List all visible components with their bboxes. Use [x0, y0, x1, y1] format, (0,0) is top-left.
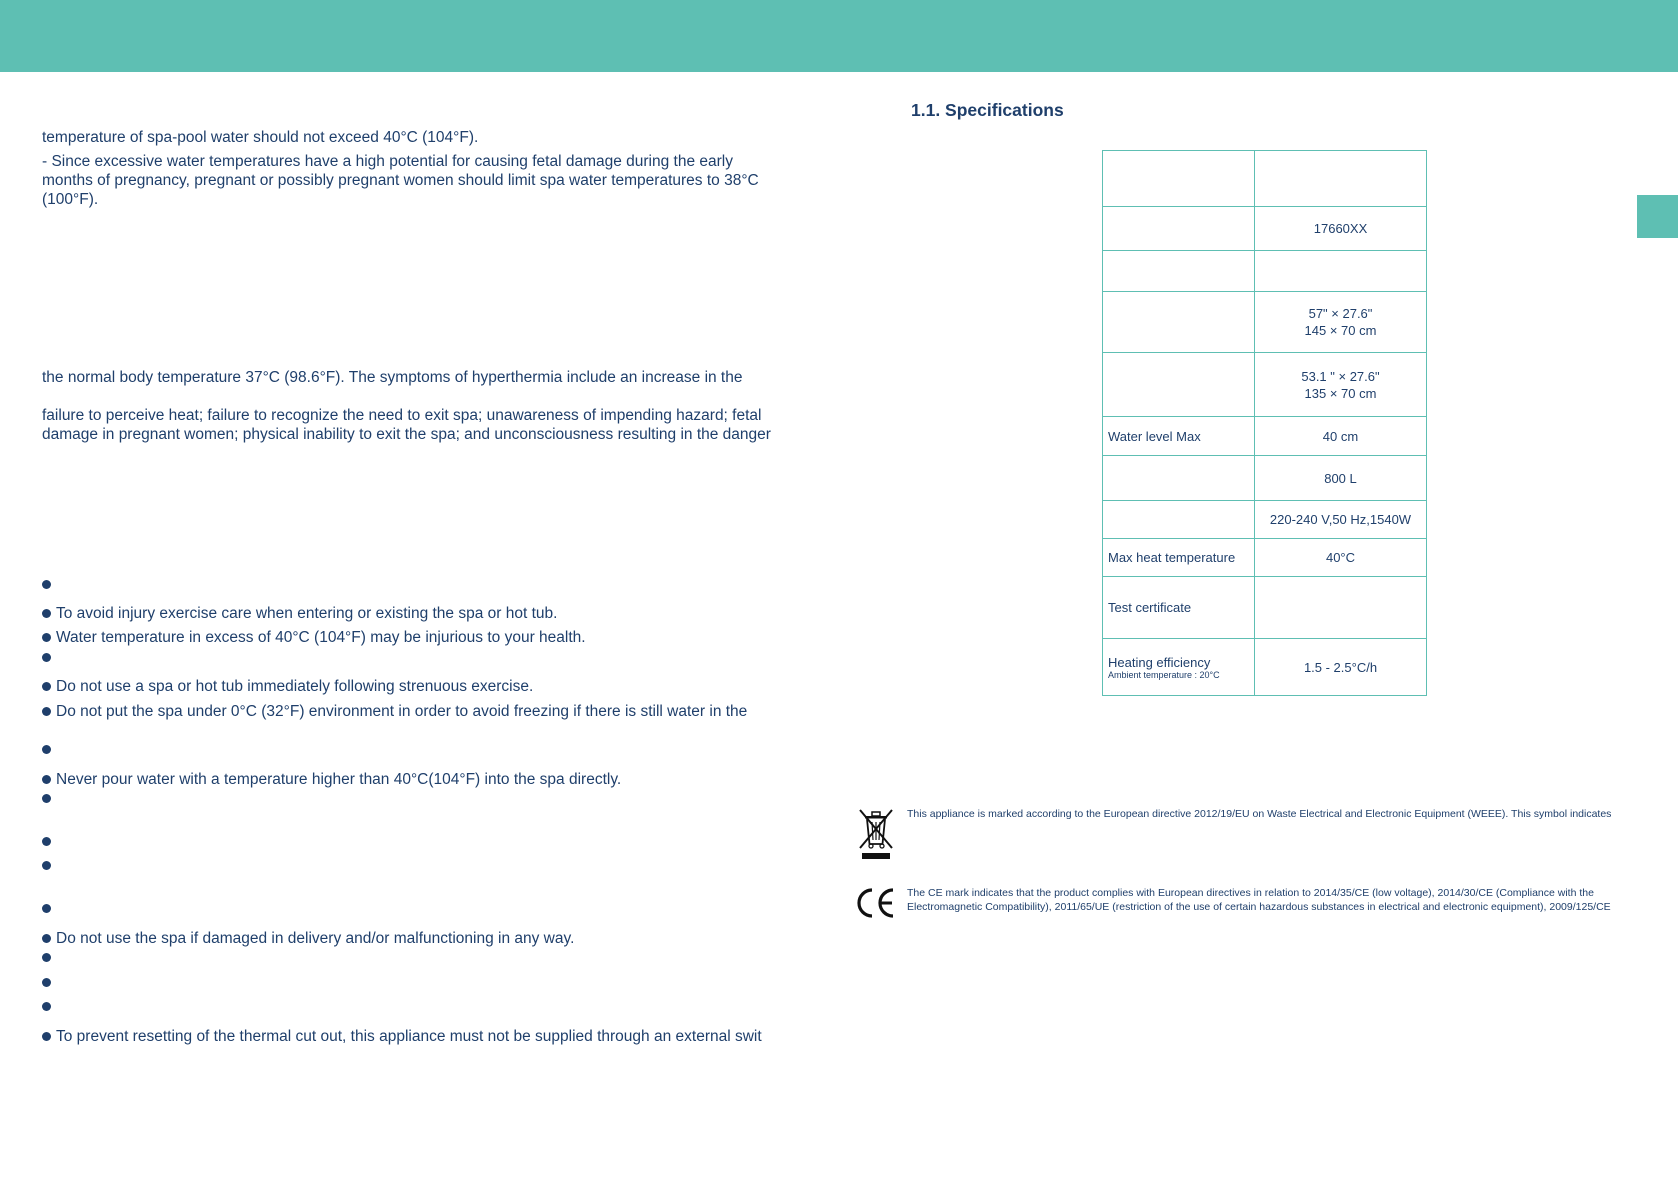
bullet-item: [42, 978, 56, 987]
bullet-dot: [42, 953, 51, 962]
spec-row: [1103, 251, 1427, 292]
spec-key-line: Heating efficiency: [1108, 654, 1211, 670]
bullet-item: [42, 702, 747, 721]
bullet-item: [42, 604, 557, 623]
spec-key: [1103, 639, 1255, 696]
spec-key: [1103, 251, 1255, 292]
spec-key: [1103, 353, 1255, 417]
bullet-dot: [42, 934, 51, 943]
bullet-dot: [42, 794, 51, 803]
bullet-dot: [42, 682, 51, 691]
bullet-dot: [42, 707, 51, 716]
header-band: [0, 0, 1678, 72]
bullet-item: [42, 653, 56, 662]
paragraph-line: failure to perceive heat; failure to recognize the need to exit spa; unawareness of impending hazard; fetal: [42, 407, 762, 424]
spec-row: [1103, 456, 1427, 501]
spec-value: 40 cm: [1255, 417, 1427, 456]
bullet-text: Water temperature in excess of 40°C (104°F) may be injurious to your health.: [56, 629, 586, 646]
paragraph-line: the normal body temperature 37°C (98.6°F). The symptoms of hyperthermia include an increase in the: [42, 369, 743, 386]
spec-key-subline: Ambient temperature : 20°C: [1108, 669, 1220, 680]
bullet-dot: [42, 775, 51, 784]
bullet-text: Never pour water with a temperature higher than 40°C(104°F) into the spa directly.: [56, 771, 622, 788]
spec-value: [1255, 292, 1427, 353]
bullet-text: Do not put the spa under 0°C (32°F) environment in order to avoid freezing if there is still water in the: [56, 703, 748, 720]
spec-row: [1103, 639, 1427, 696]
spec-value-line: 135 × 70 cm: [1304, 385, 1377, 401]
spec-value: 800 L: [1255, 456, 1427, 501]
bullet-dot: [42, 1002, 51, 1011]
bullet-text: Do not use a spa or hot tub immediately following strenuous exercise.: [56, 678, 534, 695]
side-tab-marker: [1637, 195, 1678, 238]
weee-note: This appliance is marked according to the European directive 2012/19/EU on Waste Electrical and Electronic Equipment (WEEE). This symbol indicates: [907, 808, 1612, 820]
bullet-dot: [42, 745, 51, 754]
spec-row: [1103, 353, 1427, 417]
bullet-item: [42, 1002, 56, 1011]
spec-row: [1103, 539, 1427, 577]
bullet-item: [42, 953, 56, 962]
weee-bin-icon: [857, 806, 895, 860]
spec-row: [1103, 417, 1427, 456]
paragraph-line: (100°F).: [42, 191, 99, 208]
ce-note-line: The CE mark indicates that the product complies with European directives in relation to 2014/35/CE (low voltage), 2014/30/CE (Compliance with the: [907, 887, 1594, 899]
bullet-dot: [42, 609, 51, 618]
spec-key: Max heat temperature: [1103, 539, 1255, 577]
bullet-item: [42, 837, 56, 846]
spec-key: Test certificate: [1103, 577, 1255, 639]
bullet-item: [42, 677, 533, 696]
bullet-item: [42, 770, 621, 789]
ce-mark-icon: [855, 886, 897, 920]
spec-value: 1.5 - 2.5°C/h: [1255, 639, 1427, 696]
specifications-heading: 1.1. Specifications: [911, 100, 1064, 120]
bullet-dot: [42, 633, 51, 642]
spec-value: 40°C: [1255, 539, 1427, 577]
spec-value: [1255, 251, 1427, 292]
spec-key: [1103, 292, 1255, 353]
paragraph-line: - Since excessive water temperatures have a high potential for causing fetal damage during the early: [42, 153, 733, 170]
spec-value: 17660XX: [1255, 207, 1427, 251]
bullet-item: [42, 794, 56, 803]
spec-key: [1103, 501, 1255, 539]
paragraph-line: months of pregnancy, pregnant or possibly pregnant women should limit spa water temperatures to 38°C: [42, 172, 759, 189]
spec-value-line: 53.1 " × 27.6": [1301, 368, 1380, 384]
spec-row: [1103, 151, 1427, 207]
bullet-dot: [42, 837, 51, 846]
bullet-text: To prevent resetting of the thermal cut out, this appliance must not be supplied through an external swit: [56, 1028, 762, 1045]
bullet-text: To avoid injury exercise care when entering or existing the spa or hot tub.: [56, 605, 558, 622]
spec-value-line: 145 × 70 cm: [1304, 323, 1377, 338]
bullet-dot: [42, 861, 51, 870]
spec-value: 220-240 V,50 Hz,1540W: [1255, 501, 1427, 539]
specifications-table: [1102, 150, 1427, 696]
bullet-dot: [42, 904, 51, 913]
ce-note-line: Electromagnetic Compatibility), 2011/65/UE (restriction of the use of certain hazardous substances in electrical and electronic equipment), 2009/125/CE: [907, 901, 1611, 913]
bullet-dot: [42, 1032, 51, 1041]
spec-key: Water level Max: [1103, 417, 1255, 456]
spec-key: [1103, 151, 1255, 207]
spec-row: [1103, 501, 1427, 539]
spec-row: [1103, 292, 1427, 353]
bullet-item: [42, 904, 56, 913]
spec-value-line: 57" × 27.6": [1308, 306, 1373, 321]
spec-value: [1255, 577, 1427, 639]
bullet-item: [42, 628, 586, 647]
bullet-item: [42, 1027, 762, 1046]
bullet-dot: [42, 978, 51, 987]
spec-key: [1103, 207, 1255, 251]
spec-row: [1103, 577, 1427, 639]
bullet-text: Do not use the spa if damaged in delivery and/or malfunctioning in any way.: [56, 930, 575, 947]
paragraph-line: damage in pregnant women; physical inability to exit the spa; and unconsciousness resulting in the danger: [42, 426, 771, 443]
spec-value: [1255, 353, 1427, 417]
spec-key: [1103, 456, 1255, 501]
bullet-dot: [42, 580, 51, 589]
paragraph-line: temperature of spa-pool water should not exceed 40°C (104°F).: [42, 129, 479, 146]
bullet-item: [42, 929, 574, 948]
bullet-item: [42, 580, 56, 589]
bullet-item: [42, 745, 56, 754]
spec-row: [1103, 207, 1427, 251]
bullet-dot: [42, 653, 51, 662]
spec-value: [1255, 151, 1427, 207]
bullet-item: [42, 861, 56, 870]
